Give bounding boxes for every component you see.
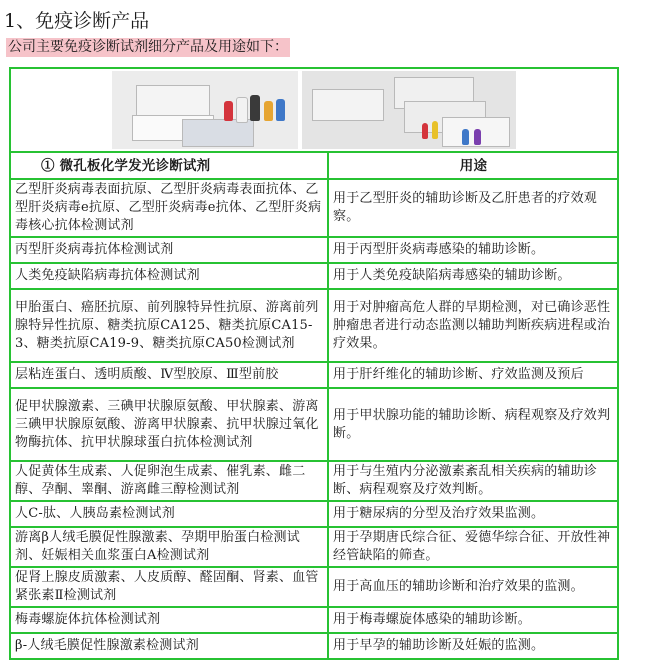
product-cell: 人类免疫缺陷病毒抗体检测试剂 — [10, 263, 328, 289]
usage-cell: 用于糖尿病的分型及治疗效果监测。 — [328, 501, 618, 527]
table-row — [10, 633, 618, 659]
product-cell: 促肾上腺皮质激素、人皮质醇、醛固酮、肾素、血管紧张素Ⅱ检测试剂 — [10, 567, 328, 607]
table-row — [10, 461, 618, 501]
usage-cell: 用于对肿瘤高危人群的早期检测，对已确诊恶性肿瘤患者进行动态监测以辅助判断疾病进程或治疗效果。 — [328, 289, 618, 362]
usage-cell: 用于乙型肝炎的辅助诊断及乙肝患者的疗效观察。 — [328, 179, 618, 237]
usage-cell: 用于早孕的辅助诊断及妊娠的监测。 — [328, 633, 618, 659]
table-row — [10, 607, 618, 633]
table-row — [10, 567, 618, 607]
product-cell: 乙型肝炎病毒表面抗原、乙型肝炎病毒表面抗体、乙型肝炎病毒e抗原、乙型肝炎病毒e抗体、乙型肝炎病毒核心抗体检测试剂 — [10, 179, 328, 237]
product-cell: 人促黄体生成素、人促卵泡生成素、催乳素、雌二醇、孕酮、睾酮、游离雌三醇检测试剂 — [10, 461, 328, 501]
table-row — [10, 179, 618, 237]
product-cell: 促甲状腺激素、三碘甲状腺原氨酸、甲状腺素、游离三碘甲状腺原氨酸、游离甲状腺素、抗甲状腺过氧化物酶抗体、抗甲状腺球蛋白抗体检测试剂 — [10, 388, 328, 461]
product-cell: 梅毒螺旋体抗体检测试剂 — [10, 607, 328, 633]
usage-cell: 用于甲状腺功能的辅助诊断、病程观察及疗效判断。 — [328, 388, 618, 461]
usage-cell: 用于丙型肝炎病毒感染的辅助诊断。 — [328, 237, 618, 263]
header-product: ① 微孔板化学发光诊断试剂 — [10, 152, 328, 179]
product-photo-cell — [10, 68, 618, 152]
product-table-container — [9, 67, 617, 660]
product-cell: 层粘连蛋白、透明质酸、Ⅳ型胶原、Ⅲ型前胶 — [10, 362, 328, 388]
table-row — [10, 501, 618, 527]
table-header-row — [10, 152, 618, 179]
table-row — [10, 263, 618, 289]
table-row — [10, 388, 618, 461]
usage-cell: 用于人类免疫缺陷病毒感染的辅助诊断。 — [328, 263, 618, 289]
section-heading: 1、免疫诊断产品 — [4, 10, 150, 32]
usage-cell: 用于高血压的辅助诊断和治疗效果的监测。 — [328, 567, 618, 607]
usage-cell: 用于肝纤维化的辅助诊断、疗效监测及预后 — [328, 362, 618, 388]
product-cell: β-人绒毛膜促性腺激素检测试剂 — [10, 633, 328, 659]
photo-row — [10, 68, 618, 152]
usage-cell: 用于与生殖内分泌激素紊乱相关疾病的辅助诊断、病程观察及疗效判断。 — [328, 461, 618, 501]
table-row — [10, 362, 618, 388]
table-row — [10, 237, 618, 263]
header-usage: 用途 — [328, 152, 618, 179]
table-row — [10, 527, 618, 567]
product-cell: 甲胎蛋白、癌胚抗原、前列腺特异性抗原、游离前列腺特异性抗原、糖类抗原CA125、糖类抗原CA15-3、糖类抗原CA19-9、糖类抗原CA50检测试剂 — [10, 289, 328, 362]
product-cell: 人C-肽、人胰岛素检测试剂 — [10, 501, 328, 527]
product-cell: 丙型肝炎病毒抗体检测试剂 — [10, 237, 328, 263]
usage-cell: 用于孕期唐氏综合征、爱德华综合征、开放性神经管缺陷的筛查。 — [328, 527, 618, 567]
reagent-kit-photo-left — [112, 71, 298, 149]
usage-cell: 用于梅毒螺旋体感染的辅助诊断。 — [328, 607, 618, 633]
highlighted-subheading: 公司主要免疫诊断试剂细分产品及用途如下： — [8, 39, 288, 55]
reagent-kit-photo-right — [302, 71, 516, 149]
product-table — [9, 67, 619, 660]
product-cell: 游离β人绒毛膜促性腺激素、孕期甲胎蛋白检测试剂、妊娠相关血浆蛋白A检测试剂 — [10, 527, 328, 567]
table-row — [10, 289, 618, 362]
